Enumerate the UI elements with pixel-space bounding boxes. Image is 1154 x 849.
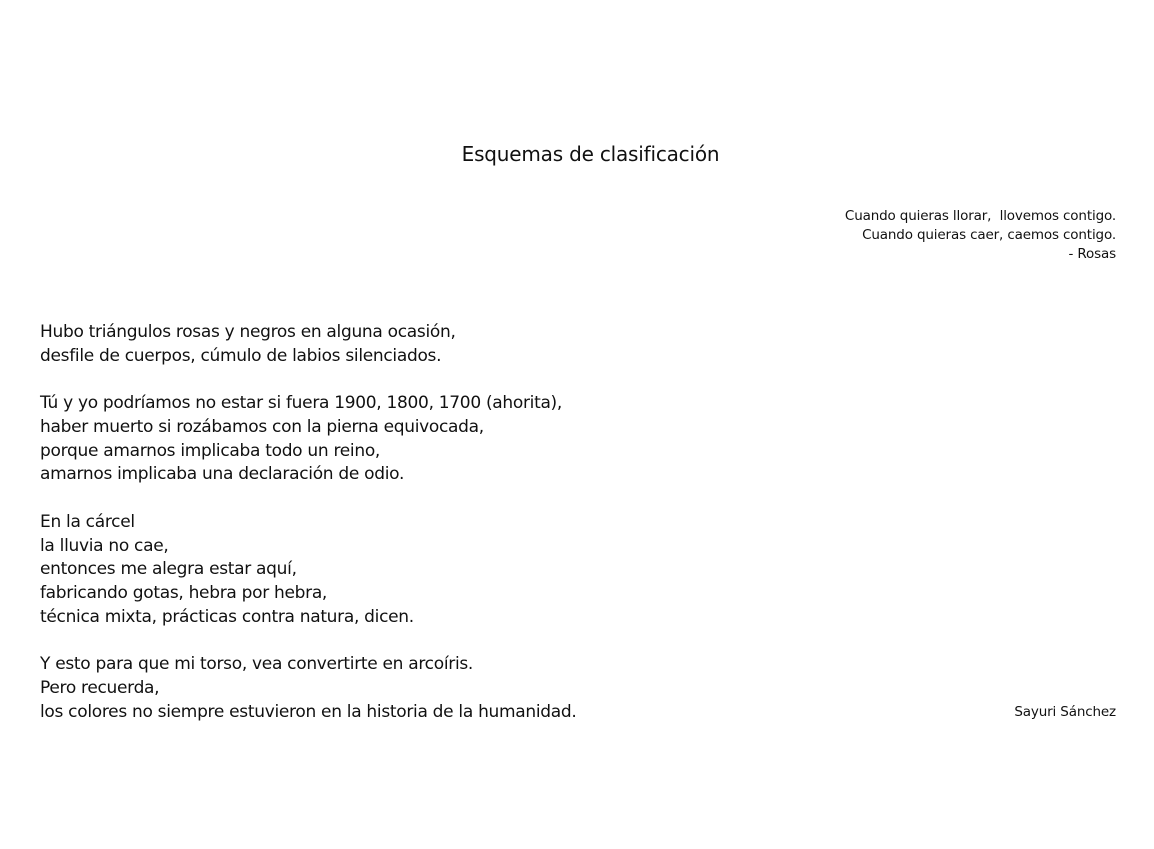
stanza: [40, 321, 577, 369]
verse-line: amarnos implicaba una declaración de odio.: [40, 464, 405, 485]
verse-line: haber muerto si rozábamos con la pierna equivocada,: [40, 416, 484, 437]
verse-line: técnica mixta, prácticas contra natura, dicen.: [40, 606, 414, 627]
epigraph-line: Cuando quieras caer, caemos contigo.: [862, 227, 1116, 243]
verse-line: Hubo triángulos rosas y negros en alguna ocasión,: [40, 322, 456, 342]
author-name: Sayuri Sánchez: [1014, 704, 1116, 720]
verse-line: Y esto para que mi torso, vea convertirte en arcoíris.: [40, 654, 474, 675]
verse-line: los colores no siempre estuvieron en la historia de la humanidad.: [40, 701, 577, 722]
verse-line: Pero recuerda,: [40, 678, 160, 699]
stanza: [40, 511, 577, 630]
poem-title: Esquemas de clasificación: [461, 142, 720, 166]
verse-line: desfile de cuerpos, cúmulo de labios silenciados.: [40, 345, 442, 366]
poem-body: [40, 321, 577, 725]
verse-line: entonces me alegra estar aquí,: [40, 559, 297, 580]
epigraph-attribution: - Rosas: [1068, 246, 1116, 262]
epigraph: [845, 207, 1116, 264]
stanza: [40, 653, 577, 724]
epigraph-line: Cuando quieras llorar, llovemos contigo.: [844, 208, 1116, 224]
verse-line: En la cárcel: [40, 511, 135, 532]
verse-line: Tú y yo podríamos no estar si fuera 1900, 1800, 1700 (ahorita),: [40, 393, 562, 414]
verse-line: porque amarnos implicaba todo un reino,: [40, 440, 381, 461]
verse-line: fabricando gotas, hebra por hebra,: [40, 583, 328, 604]
stanza: [40, 392, 577, 487]
verse-line: la lluvia no cae,: [40, 535, 169, 556]
